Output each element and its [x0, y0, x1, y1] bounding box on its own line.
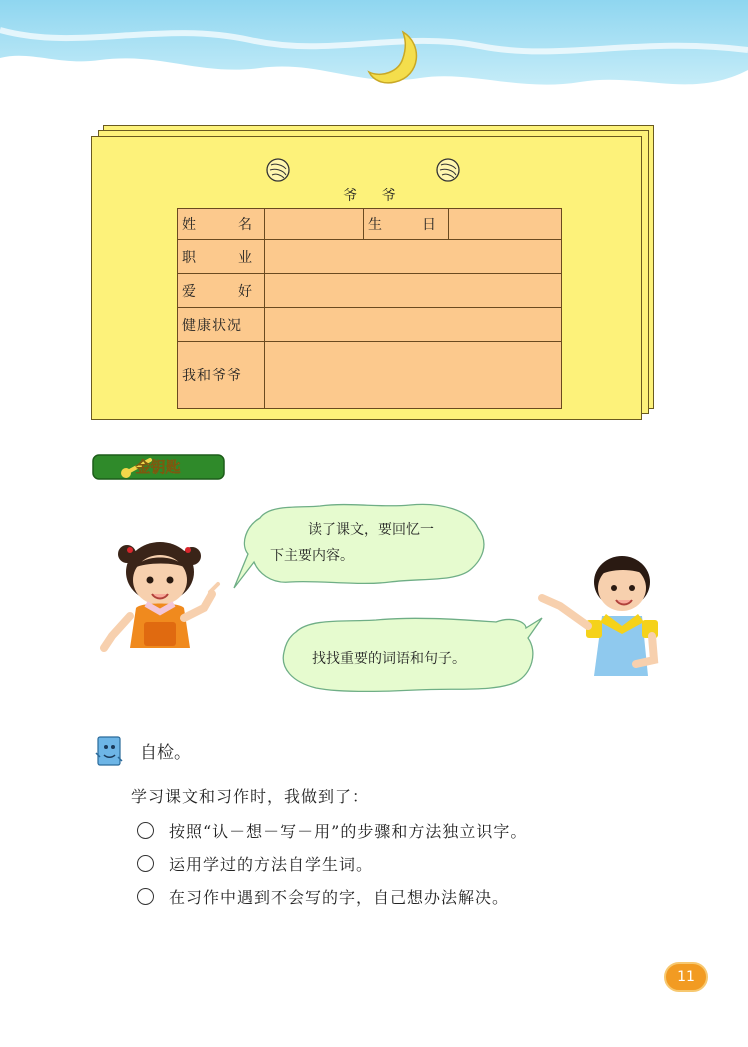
label-birthday — [364, 209, 449, 240]
label-health-text: 健康状况 — [182, 317, 242, 334]
golden-key-badge — [92, 453, 225, 481]
cell-name-value — [265, 209, 364, 240]
checkbox-circle[interactable] — [137, 888, 154, 905]
page-number: 11 — [664, 962, 708, 992]
ring-icon — [435, 157, 461, 183]
option-text: 运用学过的方法自学生词。 — [169, 855, 374, 874]
label-name — [178, 209, 265, 240]
girl-illustration — [100, 538, 226, 660]
moon-icon — [365, 28, 425, 88]
boy-illustration — [536, 544, 662, 686]
label-hobby-text: 爱 好 — [182, 283, 252, 300]
girl-speech-line-2: 下主要内容。 — [270, 548, 354, 564]
self-check-option[interactable] — [137, 819, 527, 842]
self-check-icon — [94, 735, 124, 767]
girl-speech-text — [270, 517, 434, 569]
cell-job-value — [265, 240, 562, 274]
cell-birthday-value — [449, 209, 562, 240]
cell-hobby-value — [265, 274, 562, 308]
ring-icon — [265, 157, 291, 183]
option-text: 在习作中遇到不会写的字，自己想办法解决。 — [169, 888, 510, 907]
checkbox-circle[interactable] — [137, 855, 154, 872]
cell-me-and-grandpa-value — [265, 342, 562, 409]
cell-health-value — [265, 308, 562, 342]
girl-speech-line-1: 读了课文，要回忆一 — [308, 522, 434, 538]
label-birthday-text: 生 日 — [368, 217, 436, 233]
boy-speech-text: 找找重要的词语和句子。 — [312, 651, 466, 667]
label-me-and-grandpa-text: 我和爷爷 — [182, 368, 242, 384]
label-hobby — [178, 274, 265, 308]
label-health — [178, 308, 265, 342]
checkbox-circle[interactable] — [137, 822, 154, 839]
badge-label: 金钥匙 — [135, 458, 181, 476]
self-check-option[interactable] — [137, 885, 509, 908]
self-check-title: 自检。 — [140, 743, 191, 763]
label-job — [178, 240, 265, 274]
card-title: 爷 爷 — [343, 188, 406, 204]
self-check-option[interactable] — [137, 852, 373, 875]
self-check-intro: 学习课文和习作时，我做到了： — [131, 787, 370, 806]
label-me-and-grandpa — [178, 342, 265, 409]
label-job-text: 职 业 — [182, 249, 252, 266]
option-text: 按照“认－想－写－用”的步骤和方法独立识字。 — [169, 822, 528, 841]
label-name-text: 姓 名 — [182, 217, 252, 233]
grandpa-info-table — [177, 208, 562, 409]
